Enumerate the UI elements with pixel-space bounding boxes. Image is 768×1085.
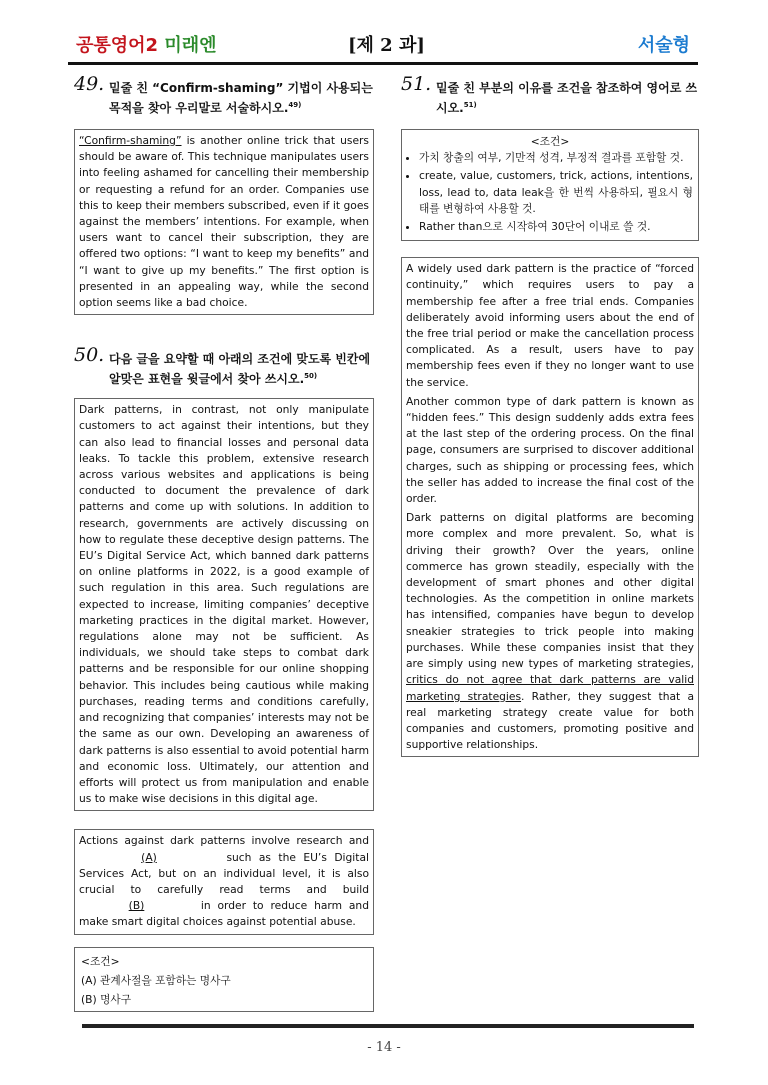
left-column [74, 73, 374, 1012]
subject-title: 공통영어2 미래엔 [76, 35, 217, 56]
q51-conditions-box [401, 129, 699, 241]
q51-paragraph-2: Another common type of dark pattern is known as “hidden fees.” This design suddenly adds extra fees at the last step of the ordering process. On the final page, consumers are surprised to discover additional charges, such as shipping or processing fees, which the seller has added to increase the final cost of the order. [406, 394, 694, 506]
right-column [401, 73, 699, 757]
publisher-name: 미래엔 [164, 35, 217, 56]
q51-condition-item: • 가치 창출의 여부, 기만적 성격, 부정적 결과를 포함할 것. [419, 150, 693, 166]
q49-prompt: 밑줄 친 “Confirm-shaming” 기법이 사용되는 목적을 찾아 우리말로 서술하시오. [109, 81, 373, 115]
page-header [68, 34, 698, 60]
q49-underlined-term: “Confirm-shaming” [79, 134, 182, 147]
q50-condition-b: (B) 명사구 [81, 992, 132, 1006]
q51-paragraph-3: Dark patterns on digital platforms are becoming more complex and more prevalent. So, what is driving their growth? Over the years, online commerce has grown steadily, especially with the development of smart phones and other digital technologies. As the competition in online markets has intensified, companies have begun to develop sneakier strategies to trick people into making purchases. While these companies insist that they are simply using new types of marketing strategies, [406, 511, 694, 671]
q49-heading [74, 73, 374, 117]
q49-passage: is another online trick that users should be aware of. This technique manipulates users into feeling ashamed for cancelling their membership or requesting a refund for an order. Companies use this to keep their members subscribed, even if it goes against the members’ intentions. For example, when users want to cancel their subscription, they are offered two options: “I want to keep my benefits” and “I want to give up my benefits.” The first option is presented in an appealing way, while the second option seems like a bad choice. [79, 134, 369, 310]
q51-heading [401, 73, 699, 117]
q50-blank-a: (A) [141, 850, 157, 864]
header-divider [68, 62, 698, 65]
q51-condition-item: • Rather than으로 시작하여 30단어 이내로 쓸 것. [419, 219, 693, 235]
q51-conditions-title: <조건> [530, 135, 570, 148]
q51-paragraph-1: A widely used dark pattern is the practice of “forced continuity,” which requires users to pay a membership fee after a free trial ends. Companies deliberately avoid informing users about the end of the free trial period or make the cancellation process complicated. As a result, users have to pay membership fees even if they no longer want to use the service. [406, 262, 694, 389]
q50-summary-part3: in order to reduce harm and make smart digital choices against potential abuse. [79, 899, 369, 929]
q51-number: 51. [401, 73, 432, 95]
q50-number: 50. [74, 344, 105, 367]
q51-prompt: 밑줄 친 부분의 이유를 조건을 참조하여 영어로 쓰시오. [436, 81, 698, 115]
q50-footnote: 50) [304, 372, 318, 381]
q50-conditions-title: <조건> [81, 954, 120, 968]
q50-condition-a: (A) 관계사절을 포함하는 명사구 [81, 973, 231, 987]
q49-passage-box [74, 129, 374, 315]
q50-summary-part2: such as the EU’s Digital Services Act, but on an individual level, it is also crucial to carefully read terms and build [79, 850, 369, 896]
q50-heading [74, 344, 374, 388]
q50-prompt: 다음 글을 요약할 때 아래의 조건에 맞도록 빈칸에 알맞은 표현을 윗글에서 찾아 쓰시오. [109, 352, 371, 387]
q51-footnote: 51) [463, 101, 477, 109]
q50-blank-b: (B) [128, 899, 145, 913]
q50-summary-part1: Actions against dark patterns involve research and [79, 834, 369, 848]
q49-footnote: 49) [288, 101, 302, 109]
q50-passage: Dark patterns, in contrast, not only manipulate customers to act against their intentions, but they can also lead to financial losses and personal data leaks. To tackle this problem, extensive research across various websites and applications is being conducted to document the prevalence of dark patterns and come up with solutions. In addition to research, governments are actively discussing on how to regulate these deceptive design patterns. The EU’s Digital Service Act, which banned dark patterns on online platforms in 2022, is a good example of such regulation in this area. Such regulations are expected to increase, limiting companies’ deceptive marketing practices in the digital market. However, regulations alone may not be sufficient. As individuals, we should take steps to combat dark patterns and be responsible for our online shopping behavior. This includes being cautious while making purchases, reading terms and conditions carefully, and recognizing that companies’ interests may not be the same as our own. Developing an awareness of dark patterns is also essential to avoid potential harm and economic loss. Ultimately, our attention and efforts will protect us from manipulation and enable us to make wise decisions in this digital age. [79, 403, 369, 806]
q51-paragraph-3-end: . Rather, they suggest that a real marketing strategy create value for both companies and customers, promoting positive and supportive relationships. [406, 689, 694, 752]
q49-number: 49. [74, 73, 105, 95]
lesson-title: [제 2 과] [348, 35, 425, 56]
question-type: 서술형 [637, 35, 690, 56]
q50-conditions-box [74, 947, 374, 1012]
q51-underlined-sentence: critics do not agree that dark patterns are valid marketing strategies [406, 673, 694, 703]
q50-summary-box [74, 829, 374, 934]
q50-passage-box [74, 398, 374, 811]
footer-divider [82, 1024, 694, 1028]
q51-passage-box [401, 257, 699, 757]
q51-condition-item: • create, value, customers, trick, actions, intentions, loss, lead to, data leak을 한 번씩 사용하되, 필요시 형태를 변형하여 사용할 것. [419, 168, 693, 217]
q51-conditions-list [407, 150, 693, 235]
page-number: - 14 - [367, 1040, 401, 1055]
